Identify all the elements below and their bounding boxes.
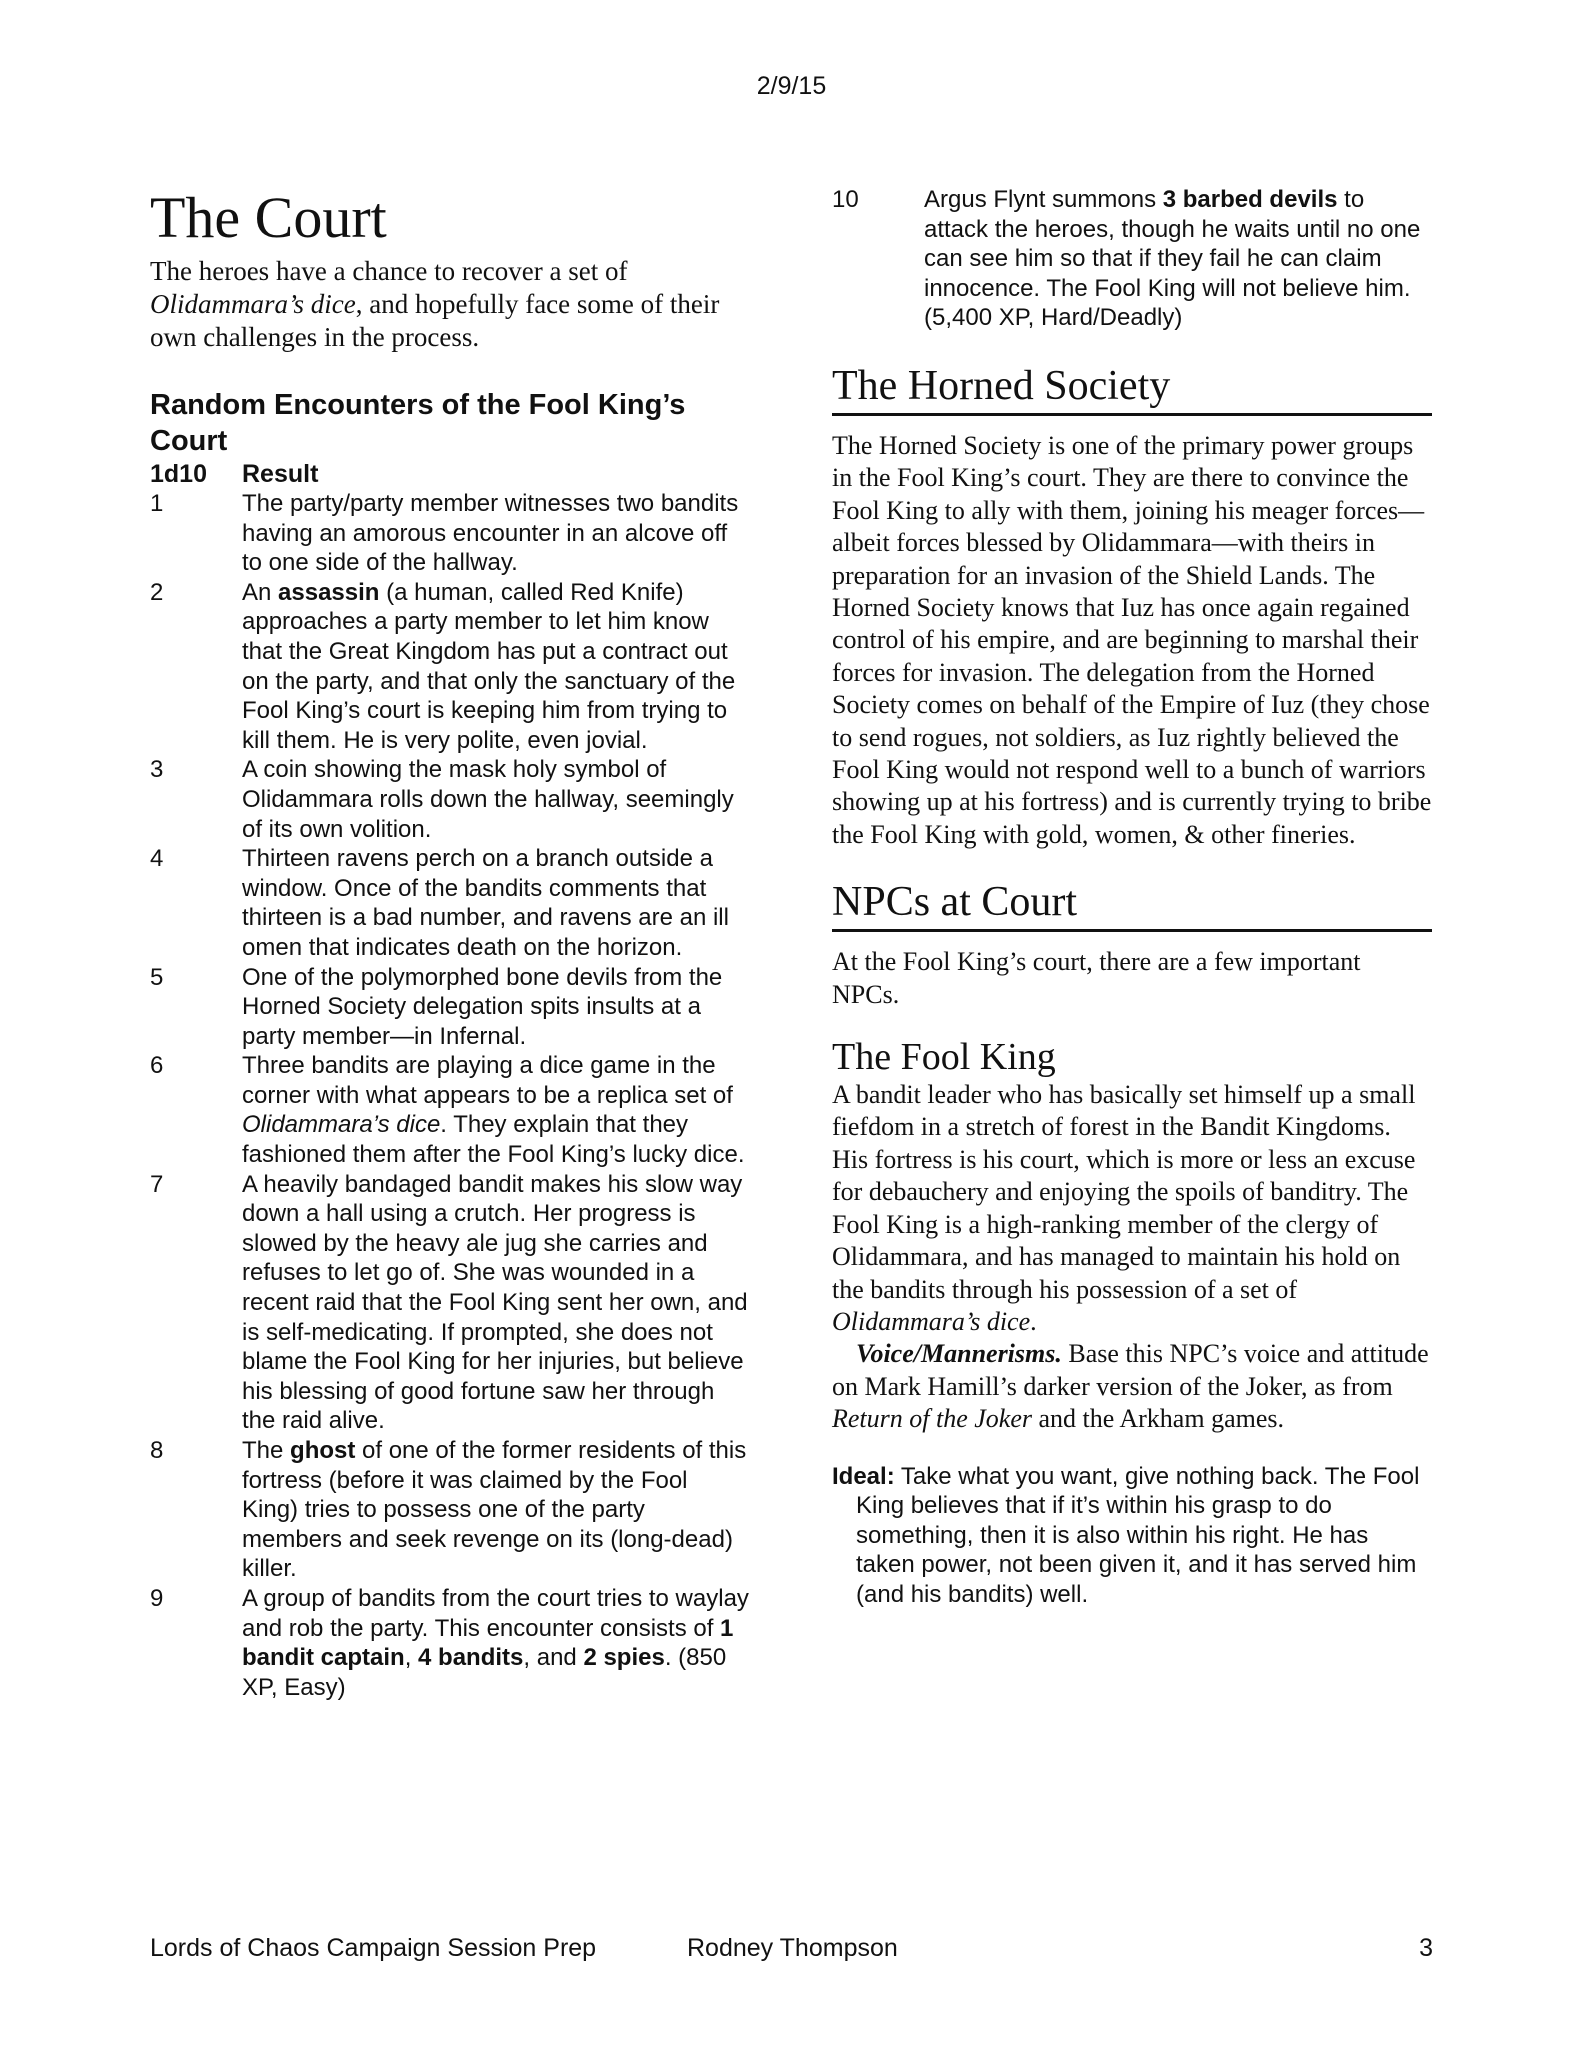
result-text: of one of the former residents of this fortress (before it was claimed by the Fool King) tries to possess one of the party members and seek revenge on its (long-dead) killer. [242,1437,747,1583]
roll-number: 2 [150,578,164,606]
encounter-row-4 [150,844,750,962]
monster-name: assassin [278,578,380,606]
footer-page-number: 3 [1419,1934,1433,1962]
fool-king-voice [832,1338,1432,1435]
result-column-header: Result [242,460,319,488]
result-text: Argus Flynt summons [924,186,1163,213]
footer-document-title: Lords of Chaos Campaign Session Prep [150,1934,597,1962]
roll-number: 5 [150,963,164,991]
page-date: 2/9/15 [756,72,827,100]
roll-result: The party/party member witnesses two bandits having an amorous encounter in an alcove off to one side of the hallway. [242,490,739,577]
encounter-table-header [150,459,750,489]
roll-result [924,185,1432,333]
result-text: . They explain that they fashioned them after the Fool King’s lucky dice. [242,1111,745,1169]
roll-result [242,1584,750,1702]
roll-number: 7 [150,1170,164,1198]
fool-king-description [832,1079,1432,1338]
monster-name: 2 spies [583,1644,665,1672]
result-text: , and [523,1644,584,1672]
ideal-text: Take what you want, give nothing back. The Fool King believes that if it’s within his grasp to do something, then it is also within his right. He has taken power, not been given it, and it has served him (and his bandits) well. [856,1462,1420,1608]
description-text-end: . [1030,1306,1037,1336]
encounter-row-8 [150,1436,750,1584]
encounter-row-9 [150,1584,750,1702]
result-text: (a human, called Red Knife) approaches a party member to let him know that the Great Kingdom has put a contract out on the party, and that only the sanctuary of the Fool King’s court is keeping him from trying to kill them. He is very polite, even jovial. [242,578,736,754]
roll-result: One of the polymorphed bone devils from the Horned Society delegation spits insults at a party member—in Infernal. [242,963,723,1050]
result-text: to attack the heroes, though he waits until no one can see him so that if they fail he can claim innocence. The Fool King will not believe him. (5,400 XP, Hard/Deadly) [924,186,1421,332]
court-intro-emphasis: Olidammara’s dice [150,289,356,319]
roll-number: 1 [150,490,164,517]
encounter-row-5 [150,963,750,1052]
court-intro-text: The heroes have a chance to recover a set of [150,256,628,286]
roll-result: A coin showing the mask holy symbol of Olidammara rolls down the hallway, seemingly of its own volition. [242,756,734,843]
horned-society-heading: The Horned Society [832,361,1432,416]
roll-number: 8 [150,1437,164,1464]
voice-text: Base this NPC’s voice and attitude on Mark Hamill’s darker version of the Joker, as from [832,1339,1429,1401]
roll-result: A heavily bandaged bandit makes his slow way down a hall using a crutch. Her progress is slowed by the heavy ale jug she carries and refuses to let go of. She was wounded in a recent raid that the Fool King sent her own, and is self-medicating. If prompted, she does not blame the Fool King for her injuries, but believe his blessing of good fortune saw her through the raid alive. [242,1170,748,1435]
roll-number: 3 [150,756,164,784]
court-intro [150,255,750,354]
fool-king-ideal [832,1462,1432,1610]
roll-number: 4 [150,845,164,873]
court-heading: The Court [150,185,387,250]
result-text: A group of bandits from the court tries to waylay and rob the party. This encounter consists of [242,1584,749,1642]
roll-number: 9 [150,1584,164,1612]
encounter-row-1 [150,489,750,578]
result-text: The [242,1437,291,1464]
left-column [150,185,750,1702]
encounter-row-10 [832,185,1432,333]
item-name: Olidammara’s dice [832,1306,1031,1336]
npcs-text: At the Fool King’s court, there are a few important NPCs. [832,947,1361,1009]
roll-column-header: 1d10 [150,460,207,488]
result-text: . (850 XP, Easy) [242,1644,727,1701]
monster-name: 3 barbed devils [1162,186,1338,213]
monster-name: ghost [290,1437,356,1464]
court-intro-text-end: , and hopefully face some of their own challenges in the process. [150,289,720,352]
voice-text-end: and the Arkham games. [1032,1404,1284,1434]
ideal-label: Ideal: [832,1462,895,1490]
roll-number: 6 [150,1052,164,1080]
footer-author: Rodney Thompson [687,1934,898,1962]
encounter-row-6 [150,1051,750,1169]
monster-name: 1 bandit captain [242,1614,734,1672]
npcs-heading: NPCs at Court [832,877,1432,932]
encounter-table-title: Random Encounters of the Fool King’s Court [150,389,686,457]
fool-king-heading: The Fool King [832,1036,1056,1079]
result-text: An [242,578,279,606]
result-text: Three bandits are playing a dice game in the corner with what appears to be a replica set of [242,1052,733,1109]
roll-result [242,1051,750,1169]
encounter-row-7 [150,1170,750,1436]
roll-result: Thirteen ravens perch on a branch outside a window. Once of the bandits comments that thirteen is a bad number, and ravens are an ill omen that indicates death on the horizon. [242,845,729,961]
result-text: , [404,1644,419,1672]
right-column [832,185,1432,1610]
item-name: Olidammara’s dice [242,1111,441,1139]
voice-label: Voice/Mannerisms. [856,1339,1062,1369]
encounter-row-2 [150,578,750,756]
horned-society-text: The Horned Society is one of the primary power groups in the Fool King’s court. They are there to convince the Fool King to ally with them, joining his meager forces—albeit forces blessed by Olidammara—with theirs in preparation for an invasion of the Shield Lands. The Horned Society knows that Iuz has once again regained control of his empire, and are beginning to marshal their forces for invasion. The delegation from the Horned Society comes on behalf of the Empire of Iuz (they chose to send rogues, not soldiers, as Iuz rightly believed the Fool King would not respond well to a bunch of warriors showing up at his fortress) and is currently trying to bribe the Fool King with gold, women, & other fineries. [832,430,1432,849]
roll-result [242,1436,750,1584]
description-text: A bandit leader who has basically set himself up a small fiefdom in a stretch of forest in the Bandit Kingdoms. His fortress is his court, which is more or less an excuse for debauchery and enjoying the spoils of banditry. The Fool King is a high-ranking member of the clergy of Olidammara, and has managed to maintain his hold on the bandits through his possession of a set of [832,1080,1416,1304]
roll-result [242,578,750,756]
reference-title: Return of the Joker [832,1404,1032,1434]
monster-name: 4 bandits [418,1644,524,1672]
roll-number: 10 [832,186,859,213]
encounter-row-3 [150,755,750,844]
